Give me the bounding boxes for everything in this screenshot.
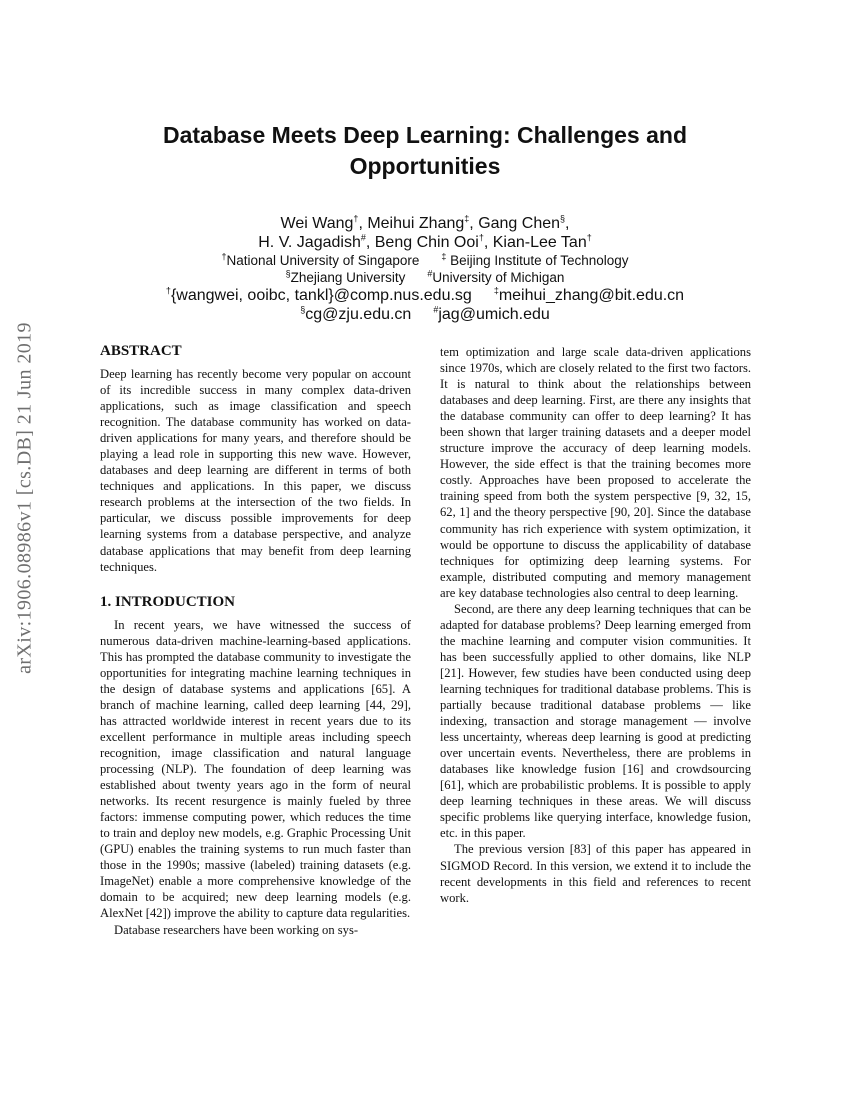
- affil-mark: †: [221, 251, 227, 262]
- affiliation-line-2: [80, 269, 770, 286]
- title-line-2: Opportunities: [349, 153, 501, 179]
- affiliation-bit: Beijing Institute of Technology: [446, 253, 629, 268]
- arxiv-sidebar: [2, 296, 48, 700]
- abstract-heading: ABSTRACT: [100, 343, 182, 359]
- email-umich: jag@umich.edu: [438, 306, 550, 323]
- affil-mark: #: [433, 304, 439, 315]
- affil-mark: §: [285, 268, 291, 279]
- author-name: , Beng Chin Ooi: [365, 234, 479, 251]
- intro-paragraph-2-start: Database researchers have been working on sys-: [114, 922, 359, 937]
- author-line-1: [80, 214, 770, 233]
- affil-mark: ‡: [441, 251, 447, 262]
- affil-mark: †: [478, 232, 484, 243]
- introduction-heading: 1. INTRODUCTION: [100, 593, 236, 610]
- affil-mark: †: [353, 213, 359, 224]
- intro-paragraph-1: In recent years, we have witnessed the success of numerous data-driven machine-learning-based applications. This has prompted the database community to investigate the opportunities for integrating machine learning techniques in the design of database systems and applications [65]. A branch of machine learning, called deep learning [44, 29], has attracted worldwide interest in recent years due to its excellent performance in multiple areas including speech recognition, image classification and natural language processing (NLP). The foundation of deep learning was established about twenty years ago in the form of neural networks. Its recent resurgence is mainly fueled by three factors: immense computing power, which reduces the time to train and deploy new models, e.g. Graphic Processing Unit (GPU) enables the training systems to run much faster than those in the 1990s; massive (labeled) training datasets (e.g. ImageNet) enable a more comprehensive knowledge of the domain to be acquired; new deep learning models (e.g. AlexNet [42]) improve the ability to capture data regularities.: [100, 617, 411, 921]
- email-nus: {wangwei, ooibc, tankl}@comp.nus.edu.sg: [170, 287, 472, 304]
- affil-mark: ‡: [464, 213, 470, 224]
- author-sep: ,: [565, 215, 570, 232]
- affil-mark: †: [586, 232, 592, 243]
- title-line-1: Database Meets Deep Learning: Challenges and: [162, 122, 688, 148]
- affiliation-umich: University of Michigan: [432, 270, 565, 285]
- abstract-text: Deep learning has recently become very popular on account of its incredible success in many complex data-driven applications, such as image classification and speech recognition. The database community has worked on data-driven applications for many years, and therefore should be playing a lead role in supporting this new wave. However, databases and deep learning are different in terms of both techniques and applications. In this paper, we discuss research problems at the intersection of the two fields. In particular, we discuss possible improvements for deep learning systems from a database perspective, and analyze database applications that may benefit from deep learning techniques.: [100, 367, 411, 574]
- author-name: Wei Wang: [280, 215, 354, 232]
- affiliation-nus: National University of Singapore: [226, 253, 420, 268]
- author-block: [80, 214, 770, 324]
- paper-title: [90, 120, 760, 182]
- author-name: , Meihui Zhang: [358, 215, 465, 232]
- affiliation-zju: Zhejiang University: [290, 270, 406, 285]
- right-column: [440, 344, 751, 906]
- email-bit: meihui_zhang@bit.edu.cn: [498, 287, 685, 304]
- email-zju: cg@zju.edu.cn: [305, 306, 412, 323]
- affil-mark: §: [300, 304, 306, 315]
- affil-mark: †: [165, 285, 171, 296]
- author-line-2: [80, 233, 770, 252]
- author-name: , Kian-Lee Tan: [483, 234, 587, 251]
- affiliation-line-1: [80, 252, 770, 269]
- email-line-1: [80, 286, 770, 305]
- left-column: [100, 342, 411, 938]
- intro-paragraph-3: Second, are there any deep learning techniques that can be adapted for database problems? Deep learning emerged from the machine learning and computer vision communities. It has been successfully applied to other domains, like NLP [21]. However, few studies have been conducted using deep learning techniques for traditional database problems. This is partially because traditional database problems — like indexing, transaction and storage management — involve less uncertainty, whereas deep learning is good at predicting over uncertain events. Nevertheless, there are problems in databases like knowledge fusion [16] and crowdsourcing [61], which are probabilistic problems. It is possible to apply deep learning techniques in these areas. We will discuss specific problems like querying interface, knowledge fusion, etc. in this paper.: [440, 601, 751, 841]
- author-name: , Gang Chen: [469, 215, 561, 232]
- affil-mark: ‡: [493, 285, 499, 296]
- affil-mark: §: [560, 213, 566, 224]
- email-line-2: [80, 305, 770, 324]
- arxiv-identifier: arXiv:1906.08986v1 [cs.DB] 21 Jun 2019: [13, 322, 36, 674]
- author-name: H. V. Jagadish: [258, 234, 361, 251]
- affil-mark: #: [360, 232, 366, 243]
- affil-mark: #: [427, 268, 433, 279]
- intro-paragraph-4: The previous version [83] of this paper has appeared in SIGMOD Record. In this version, we extend it to include the recent developments in this field and references to recent work.: [440, 842, 751, 905]
- intro-paragraph-2-continued: tem optimization and large scale data-driven applications since 1970s, which are closely related to the first two factors. It is natural to think about the relationships between databases and deep learning. First, are there any insights that the database community can offer to deep learning? It has been shown that larger training datasets and a deeper model structure improve the accuracy of deep learning models. However, the side effect is that the training becomes more costly. Approaches have been proposed to accelerate the training speed from both the system perspective [9, 32, 15, 62, 1] and the theory perspective [90, 20]. Since the database community has rich experience with system optimization, it would be opportune to discuss the applicability of database techniques for optimizing deep learning systems. For example, distributed computing and memory management are key database technologies also central to deep learning.: [440, 345, 751, 600]
